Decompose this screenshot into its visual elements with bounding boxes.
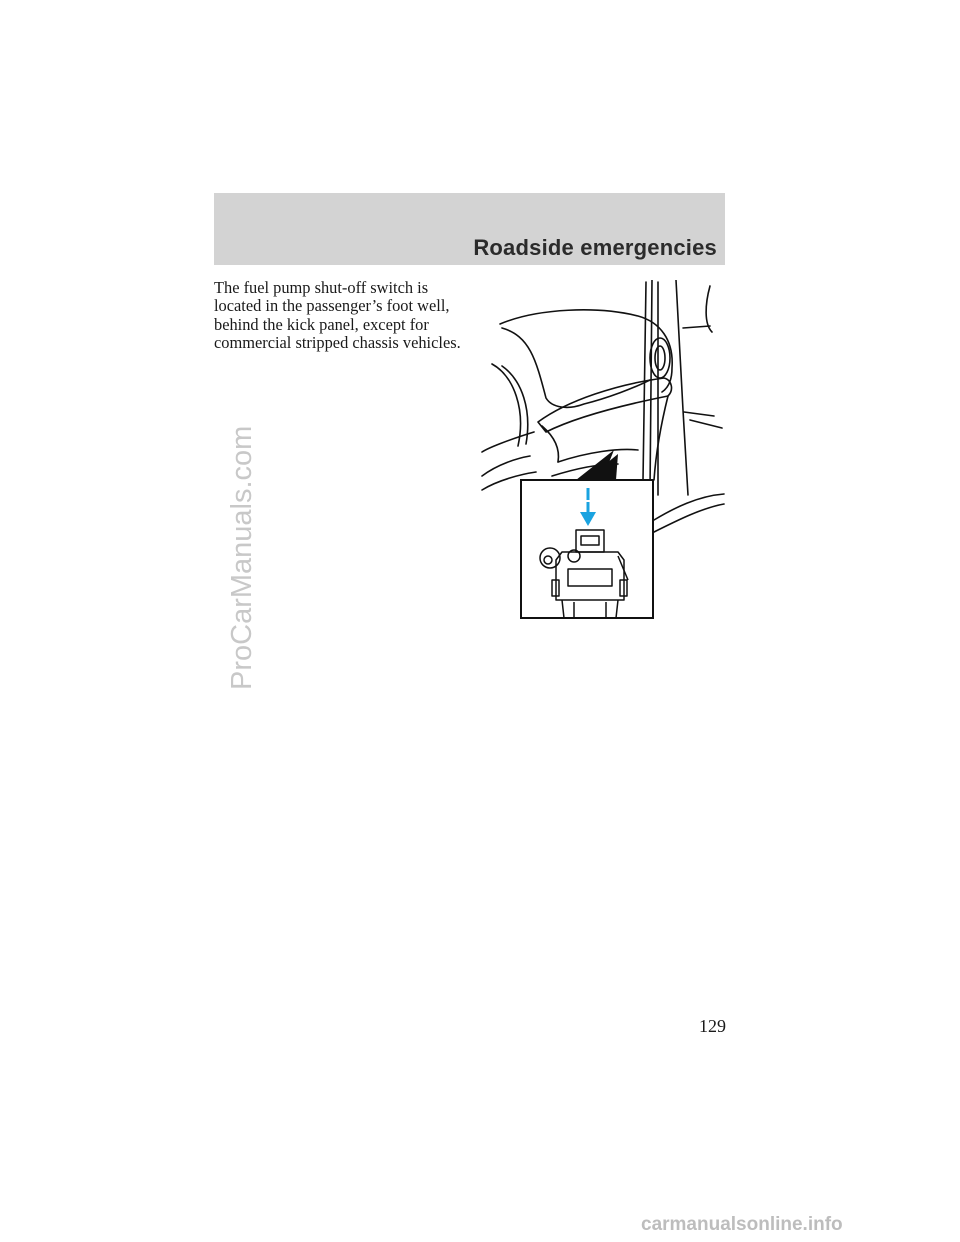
page-number: 129 — [699, 1016, 726, 1036]
bottom-watermark: carmanualsonline.info — [641, 1214, 843, 1235]
body-paragraph: The fuel pump shut-off switch is located in the passenger’s foot well, behind the kick panel, except for commercial stripped chassis vehicles. — [214, 278, 461, 353]
side-watermark: ProCarManuals.com — [226, 425, 258, 690]
fuel-pump-switch-illustration — [478, 280, 726, 620]
section-title: Roadside emergencies — [473, 235, 717, 260]
section-header-band — [214, 193, 725, 265]
